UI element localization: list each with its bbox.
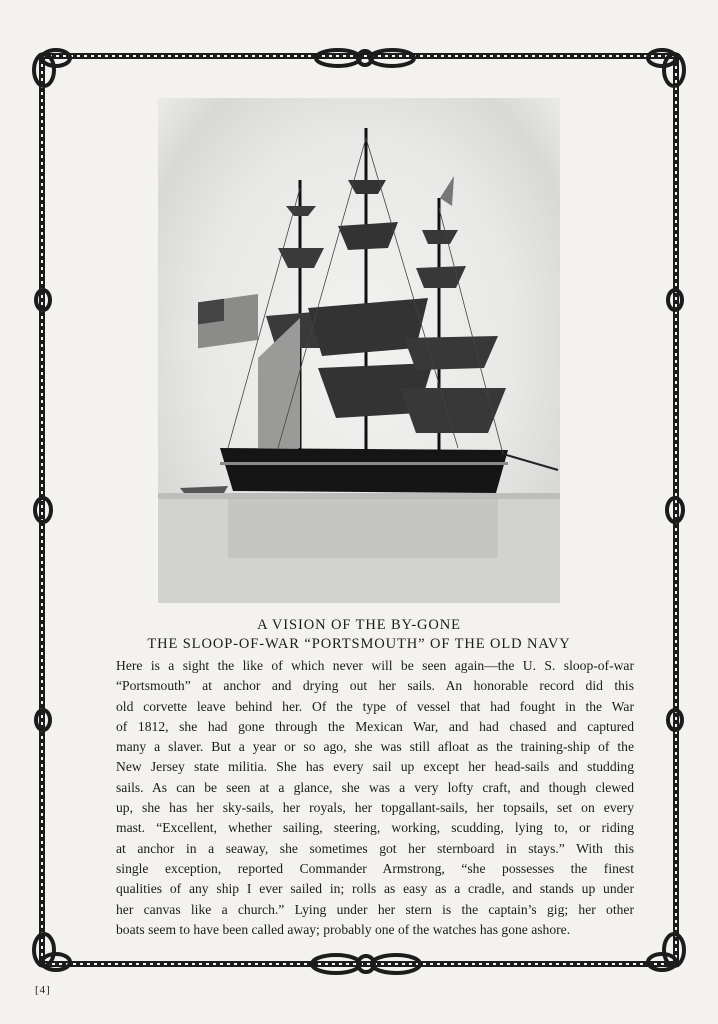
body-line: “Portsmouth” at anchor and drying out her sails. An honorable record did this <box>116 678 634 694</box>
body-line: up, she has her sky-sails, her royals, her topgallant-sails, her topsails, set on every <box>116 800 634 816</box>
body-line: old corvette leave behind her. Of the type of vessel that had fought in the War <box>116 698 634 714</box>
caption-title: A VISION OF THE BY-GONE <box>257 617 461 633</box>
body-line: many a slaver. But a year or so ago, she was still afloat as the training-ship of the <box>116 739 634 755</box>
body-line: New Jersey state militia. She has every sail up except her head-sails and studding <box>116 759 634 775</box>
body-line: mast. “Excellent, whether sailing, steering, working, scudding, lying to, or riding <box>116 820 634 836</box>
body-line: at anchor in a seaway, she sometimes got her sternboard in stays.” With this <box>116 840 634 856</box>
body-line: her canvas like a church.” Lying under her stern is the captain’s gig; her other <box>116 901 634 917</box>
body-line: qualities of any ship I ever sailed in; rolls as easy as a cradle, and stands up under <box>116 881 634 897</box>
caption-subtitle: THE SLOOP-OF-WAR “PORTSMOUTH” OF THE OLD NAVY <box>147 636 571 652</box>
body-line: sails. As can be seen at a glance, she was a very lofty craft, and though clewed <box>116 779 634 795</box>
article-body <box>116 656 634 940</box>
body-line: of 1812, she had gone through the Mexican War, and had chased and captured <box>116 718 634 734</box>
body-line: Here is a sight the like of which never will be seen again—the U. S. sloop-of-war <box>116 658 634 673</box>
ship-photograph <box>158 98 560 603</box>
body-line: boats seem to have been called away; probably one of the watches has gone ashore. <box>116 921 571 937</box>
body-line: single exception, reported Commander Armstrong, “she possesses the finest <box>116 860 634 876</box>
stern-flag <box>198 294 258 348</box>
page-number: [4] <box>35 984 51 996</box>
